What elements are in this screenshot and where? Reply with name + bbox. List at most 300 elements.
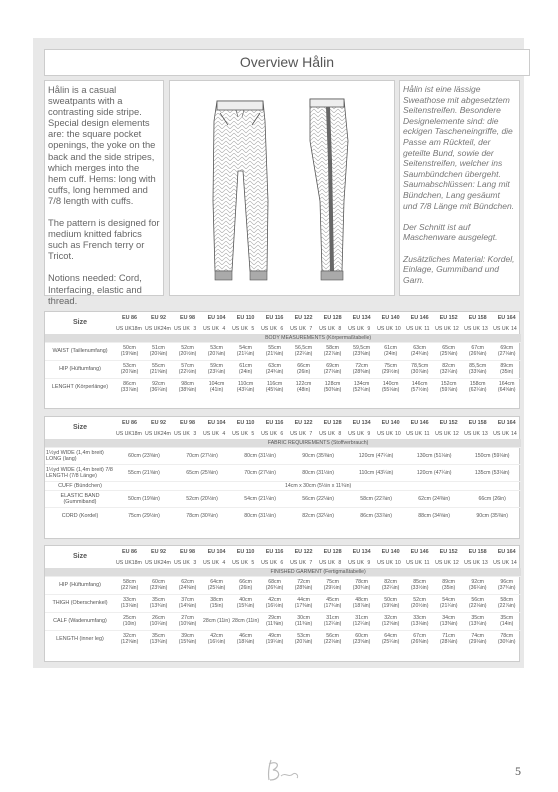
us-size: 24m: [160, 430, 171, 437]
us-uk-label: US UK: [232, 325, 248, 332]
row-label: THIGH (Oberschenkel): [45, 594, 115, 612]
us-size: 18m: [131, 325, 142, 332]
us-size: 5: [251, 559, 255, 566]
us-uk-label: US UK: [261, 559, 277, 566]
measurement-cell: 80cm (31½in): [231, 507, 289, 524]
us-size: 24m: [160, 559, 171, 566]
german-paragraph: Zusätzliches Material: Kordel, Einlage, Gummiband und Garn.: [403, 253, 515, 285]
measurement-cell: 58cm (22⅞in): [115, 576, 144, 594]
us-uk-label: US UK: [203, 430, 219, 437]
us-uk-label: US UK: [348, 325, 364, 332]
row-label: HIP (Hüftumfang): [45, 360, 115, 378]
measurement-cell: 122cm (48in): [289, 378, 318, 396]
eu-size: EU 116: [265, 314, 284, 321]
us-size: 9: [367, 430, 371, 437]
measurement-cell: 54cm (21¼in): [434, 594, 463, 612]
measurement-cell: 128cm (50⅜in): [318, 378, 347, 396]
eu-size: EU 98: [180, 548, 196, 555]
measurement-cell: 74cm (29⅛in): [463, 630, 492, 648]
section-title: FINISHED GARMENT (Fertigmaßtabelle): [115, 568, 521, 576]
measurement-cell: 69cm (27⅛in): [492, 342, 521, 360]
eu-size: EU 92: [151, 419, 167, 426]
measurement-cell: 42cm (16½in): [260, 594, 289, 612]
us-size: 10: [394, 325, 401, 332]
section-spacer: [45, 568, 115, 576]
measurement-cell: 164cm (64⅝in): [492, 378, 521, 396]
measurement-cell: 65cm (25⅝in): [434, 342, 463, 360]
eu-size: EU 98: [180, 419, 196, 426]
measurement-cell: 62cm (24⅜in): [405, 490, 463, 507]
measurement-cell: 70cm (27½in): [173, 447, 231, 464]
eu-size: EU 128: [323, 419, 342, 426]
us-size: 18m: [131, 430, 142, 437]
us-uk-label: US UK: [319, 430, 335, 437]
measurement-cell: 96cm (37¾in): [492, 576, 521, 594]
measurement-cell: 58cm (22⅞in): [492, 594, 521, 612]
eu-size: EU 110: [236, 314, 255, 321]
row-label: [45, 447, 115, 464]
fabric-requirements-table: [44, 416, 520, 539]
us-size: 12: [453, 559, 459, 566]
measurement-cell: 78cm (30¾in): [492, 630, 521, 648]
english-paragraph: Hålin is a casual sweatpants with a contrasting side stripe. Special design elements are: the square pocket openings, the yoke on the back and the side stripes, which merges into the hem cuff. Hems: long with cuffs, long hemmed and 7/8 length with cuffs.: [48, 84, 156, 206]
measurement-cell: 110cm (43¼in): [347, 464, 405, 481]
measurement-cell: 80cm (31½in): [231, 447, 289, 464]
eu-size: EU 152: [439, 548, 458, 555]
measurement-cell: 51cm (20⅛in): [144, 342, 173, 360]
measurement-cell: 82cm (32¼in): [376, 576, 405, 594]
measurement-cell: 44cm (17⅜in): [289, 594, 318, 612]
measurement-cell: 38cm (15in): [202, 594, 231, 612]
measurement-cell: 14cm x 30cm (5½in x 11¾in): [115, 481, 521, 490]
row-label: [45, 481, 115, 490]
eu-size: EU 104: [207, 419, 226, 426]
measurement-cell: 58cm (22⅞in): [347, 490, 405, 507]
body-measurements-table: [44, 311, 520, 409]
measurement-cell: 37cm (14⅝in): [173, 594, 202, 612]
measurement-cell: 146cm (57½in): [405, 378, 434, 396]
eu-size: EU 98: [180, 314, 196, 321]
us-uk-label: US UK: [261, 430, 277, 437]
row-label: LENGHT (Körperlänge): [45, 378, 115, 396]
german-description: [399, 80, 520, 296]
section-title: BODY MEASUREMENTS (Körpermaßtabelle): [115, 334, 521, 342]
measurement-cell: 63cm (24¾in): [260, 360, 289, 378]
table-row: [45, 507, 521, 524]
measurement-cell: 86cm (33⅞in): [347, 507, 405, 524]
table-row: [45, 378, 521, 396]
eu-size: EU 122: [294, 419, 313, 426]
us-size: 11: [424, 430, 430, 437]
measurement-cell: 50cm (19⅝in): [115, 342, 144, 360]
eu-size: EU 116: [265, 419, 284, 426]
eu-size: EU 92: [151, 314, 167, 321]
us-size: 3: [193, 559, 197, 566]
us-uk-label: US UK: [435, 325, 451, 332]
eu-size: EU 140: [381, 314, 400, 321]
us-uk-label: US UK: [203, 325, 219, 332]
measurement-cell: 26cm (10¼in): [144, 612, 173, 630]
eu-size: EU 122: [294, 314, 313, 321]
us-uk-label: US UK: [464, 430, 481, 437]
measurement-cell: 49cm (19¼in): [260, 630, 289, 648]
measurement-cell: 80cm (31½in): [289, 464, 347, 481]
section-spacer: [45, 439, 115, 447]
us-size: 18m: [131, 559, 142, 566]
measurement-cell: 130cm (51⅛in): [405, 447, 463, 464]
eu-size: EU 164: [497, 548, 516, 555]
measurement-cell: 140cm (55⅛in): [376, 378, 405, 396]
measurement-cell: 46cm (18⅛in): [231, 630, 260, 648]
measurement-cell: 92cm (36¼in): [463, 576, 492, 594]
table-row: [45, 360, 521, 378]
us-size: 12: [453, 430, 459, 437]
measurement-cell: 63cm (24¾in): [405, 342, 434, 360]
measurement-cell: 55cm (21⅝in): [115, 464, 173, 481]
measurement-cell: 135cm (53⅛in): [463, 464, 521, 481]
us-uk-label: US UK: [435, 559, 451, 566]
eu-size: EU 116: [265, 548, 284, 555]
us-size: 8: [338, 559, 342, 566]
measurement-cell: 56cm (22⅛in): [289, 490, 347, 507]
us-size: 7: [309, 430, 313, 437]
measurement-cell: 56cm (22⅛in): [318, 630, 347, 648]
page-number: 5: [515, 764, 521, 778]
side-view: [310, 99, 348, 280]
measurement-cell: 59,5cm (23⅜in): [347, 342, 376, 360]
us-uk-label: US UK: [493, 325, 510, 332]
measurement-cell: 54cm (21¼in): [231, 490, 289, 507]
eu-size: EU 110: [236, 419, 255, 426]
us-size: 14: [511, 325, 517, 332]
section-spacer: [45, 334, 115, 342]
row-label-text: CORD (Kordel): [61, 512, 99, 519]
eu-size: EU 92: [151, 548, 167, 555]
eu-size: EU 158: [468, 314, 487, 321]
measurement-cell: 152cm (59⅞in): [434, 378, 463, 396]
measurement-cell: 66cm (26in): [463, 490, 521, 507]
us-uk-label: US UK: [377, 559, 393, 566]
size-header: Size: [72, 553, 87, 560]
us-uk-label: US UK: [203, 559, 219, 566]
measurement-cell: 75cm (29½in): [376, 360, 405, 378]
us-uk-label: US UK: [435, 430, 451, 437]
eu-size: EU 164: [497, 314, 516, 321]
measurement-cell: 90cm (35⅜in): [289, 447, 347, 464]
measurement-cell: 29cm (11⅜in): [260, 612, 289, 630]
eu-size: EU 134: [352, 314, 371, 321]
measurement-cell: 45cm (17¾in): [318, 594, 347, 612]
eu-size: EU 146: [410, 419, 429, 426]
front-view: [213, 101, 268, 280]
measurement-cell: 92cm (36¼in): [144, 378, 173, 396]
eu-size: EU 146: [410, 314, 429, 321]
measurement-cell: 50cm (19⅝in): [376, 594, 405, 612]
measurement-cell: 75cm (29½in): [115, 507, 173, 524]
eu-size: EU 134: [352, 419, 371, 426]
us-uk-label: US UK: [232, 430, 248, 437]
us-uk-label: US UK: [174, 430, 190, 437]
eu-size: EU 158: [468, 548, 487, 555]
table-row: [45, 612, 521, 630]
us-uk-label: US UK: [464, 559, 481, 566]
us-uk-label: US UK: [319, 559, 335, 566]
size-header: Size: [72, 319, 87, 326]
measurement-cell: 72cm (28⅜in): [347, 360, 376, 378]
table-row: [45, 342, 521, 360]
measurement-cell: 53cm (20⅞in): [289, 630, 318, 648]
us-size: 4: [222, 559, 226, 566]
table-row: [45, 576, 521, 594]
us-size: 13: [482, 430, 488, 437]
measurement-cell: 52cm (20½in): [173, 342, 202, 360]
measurement-cell: 85cm (33½in): [405, 576, 434, 594]
eu-size: EU 128: [323, 314, 342, 321]
row-label: CALF (Wadenumfang): [45, 612, 115, 630]
measurement-cell: 27cm (10⅝in): [173, 612, 202, 630]
row-label: LENGTH (inner leg): [45, 630, 115, 648]
us-uk-label: US UK: [174, 559, 190, 566]
eu-size: EU 152: [439, 314, 458, 321]
measurement-cell: 150cm (59⅛in): [463, 447, 521, 464]
english-description: [44, 80, 164, 306]
measurement-cell: 40cm (15¾in): [231, 594, 260, 612]
measurement-cell: 68cm (26¾in): [260, 576, 289, 594]
measurement-cell: 71cm (28⅛in): [434, 630, 463, 648]
us-size: 12: [453, 325, 459, 332]
measurement-cell: 67cm (26⅜in): [463, 342, 492, 360]
eu-size: EU 86: [122, 548, 137, 555]
measurement-cell: 82cm (32¼in): [434, 360, 463, 378]
measurement-cell: 98cm (38⅝in): [173, 378, 202, 396]
measurement-cell: 104cm (41in): [202, 378, 231, 396]
us-size: 5: [251, 430, 255, 437]
us-uk-label: US UK: [290, 430, 306, 437]
measurement-cell: 88cm (34⅝in): [405, 507, 463, 524]
eu-size: EU 140: [381, 548, 400, 555]
measurement-cell: 82cm (32¼in): [289, 507, 347, 524]
row-label-text: ELASTIC BAND (Gummiband): [60, 492, 100, 505]
measurement-cell: 53cm (20⅞in): [115, 360, 144, 378]
eu-size: EU 164: [497, 419, 516, 426]
measurement-cell: 48cm (18⅞in): [347, 594, 376, 612]
measurement-cell: 56cm (22⅛in): [463, 594, 492, 612]
us-uk-label: US UK: [261, 325, 277, 332]
measurement-cell: 134cm (52¾in): [347, 378, 376, 396]
row-sublabel: 7/8 LENGTH (7/8 Länge): [46, 466, 113, 479]
measurement-cell: 35cm (13¾in): [463, 612, 492, 630]
measurement-cell: 58cm (22⅞in): [318, 342, 347, 360]
us-uk-label: US UK: [290, 325, 306, 332]
measurement-cell: 39cm (15⅜in): [173, 630, 202, 648]
us-uk-label: US UK: [116, 430, 132, 437]
row-label-text: 1½yd WIDE (1,4m breit): [46, 449, 104, 456]
table-row: [45, 481, 521, 490]
page-title: Overview Hålin: [44, 49, 530, 76]
measurement-cell: 28cm (11in): [231, 612, 260, 630]
measurement-cell: 60cm (23⅝in): [347, 630, 376, 648]
measurement-cell: 120cm (47¼in): [405, 464, 463, 481]
measurement-cell: 60cm (23⅝in): [144, 576, 173, 594]
us-uk-label: US UK: [348, 559, 364, 566]
measurement-cell: 70cm (27½in): [231, 464, 289, 481]
us-size: 5: [251, 325, 255, 332]
us-size: 6: [280, 325, 284, 332]
us-size: 13: [482, 559, 488, 566]
measurement-cell: 55cm (21⅝in): [260, 342, 289, 360]
measurement-cell: 60cm (23⅝in): [115, 447, 173, 464]
measurement-cell: 158cm (62¼in): [463, 378, 492, 396]
measurement-cell: 69cm (27⅛in): [318, 360, 347, 378]
us-uk-label: US UK: [319, 325, 335, 332]
eu-size: EU 104: [207, 314, 226, 321]
table-row: [45, 594, 521, 612]
measurement-cell: 57cm (22½in): [173, 360, 202, 378]
measurement-cell: 78,5cm (30⅞in): [405, 360, 434, 378]
technical-drawing: [169, 80, 395, 296]
measurement-cell: 32cm (12⅝in): [376, 612, 405, 630]
us-size: 14: [511, 430, 517, 437]
row-label: [45, 507, 115, 524]
row-label-text: 1½yd WIDE (1,4m breit): [46, 466, 104, 473]
eu-size: EU 122: [294, 548, 313, 555]
measurement-cell: 62cm (24⅜in): [173, 576, 202, 594]
us-size: 13: [482, 325, 488, 332]
row-label: [45, 490, 115, 507]
eu-size: EU 128: [323, 548, 342, 555]
us-uk-label: US UK: [348, 430, 364, 437]
measurement-cell: 75cm (29½in): [318, 576, 347, 594]
us-uk-label: US UK: [145, 325, 161, 332]
measurement-cell: 85,5cm (33⅝in): [463, 360, 492, 378]
brand-logo: [263, 756, 303, 784]
measurement-cell: 86cm (33⅞in): [115, 378, 144, 396]
eu-size: EU 146: [410, 548, 429, 555]
us-size: 4: [222, 430, 226, 437]
table-row: [45, 490, 521, 507]
section-title: FABRIC REQUIREMENTS (Stoffverbrauch): [115, 439, 521, 447]
us-size: 10: [394, 430, 401, 437]
measurement-cell: 56,5cm (22¼in): [289, 342, 318, 360]
german-paragraph: Der Schnitt ist auf Maschenware ausgelegt.: [403, 221, 498, 243]
measurement-cell: 66cm (26in): [231, 576, 260, 594]
measurement-cell: 72cm (28⅜in): [289, 576, 318, 594]
measurement-cell: 89cm (35in): [434, 576, 463, 594]
us-uk-label: US UK: [493, 430, 510, 437]
us-uk-label: US UK: [377, 430, 393, 437]
row-label: WAIST (Taillenumfang): [45, 342, 115, 360]
measurement-cell: 54cm (21¼in): [231, 342, 260, 360]
measurement-cell: 67cm (26⅜in): [405, 630, 434, 648]
measurement-cell: 78cm (30¾in): [347, 576, 376, 594]
measurement-cell: 64cm (25¼in): [376, 630, 405, 648]
german-paragraph: Saumabschlüssen: Lang mit Bündchen, Lang gesäumt und 7/8 Länge mit Bündchen.: [403, 179, 515, 211]
us-uk-label: US UK: [116, 559, 132, 566]
us-size: 7: [309, 325, 313, 332]
us-size: 8: [338, 325, 342, 332]
measurement-cell: 53cm (20⅞in): [202, 342, 231, 360]
us-uk-label: US UK: [493, 559, 510, 566]
eu-size: EU 86: [122, 419, 137, 426]
us-size: 14: [511, 559, 517, 566]
measurement-cell: 110cm (43¼in): [231, 378, 260, 396]
english-paragraph: Notions needed: Cord, Interfacing, elastic and thread.: [48, 272, 142, 306]
measurement-cell: 66cm (26in): [289, 360, 318, 378]
us-size: 6: [280, 430, 284, 437]
us-size: 3: [193, 430, 197, 437]
row-label-text: CUFF (Bündchen): [58, 482, 102, 489]
eu-size: EU 86: [122, 314, 137, 321]
us-size: 9: [367, 559, 371, 566]
measurement-cell: 31cm (12¼in): [347, 612, 376, 630]
us-uk-label: US UK: [145, 430, 161, 437]
measurement-cell: 35cm (13¾in): [144, 630, 173, 648]
us-size: 9: [367, 325, 371, 332]
eu-size: EU 158: [468, 419, 487, 426]
row-label: [45, 464, 115, 481]
measurement-cell: 64cm (25⅛in): [202, 576, 231, 594]
measurement-cell: 52cm (20½in): [173, 490, 231, 507]
us-size: 24m: [160, 325, 171, 332]
measurement-cell: 89cm (35in): [492, 360, 521, 378]
us-size: 4: [222, 325, 226, 332]
measurement-cell: 61cm (24in): [376, 342, 405, 360]
measurement-cell: 30cm (11¾in): [289, 612, 318, 630]
measurement-cell: 33cm (13⅛in): [405, 612, 434, 630]
us-size: 8: [338, 430, 342, 437]
eu-size: EU 134: [352, 548, 371, 555]
table-row: [45, 464, 521, 481]
pants-illustration: [170, 81, 396, 297]
row-label: HIP (Hüftumfang): [45, 576, 115, 594]
us-size: 10: [394, 559, 401, 566]
eu-size: EU 152: [439, 419, 458, 426]
us-uk-label: US UK: [406, 559, 422, 566]
us-uk-label: US UK: [377, 325, 393, 332]
us-uk-label: US UK: [145, 559, 161, 566]
measurement-cell: 65cm (25⅝in): [173, 464, 231, 481]
row-sublabel: LONG (lang): [46, 455, 77, 462]
measurement-cell: 35cm (13¾in): [144, 594, 173, 612]
measurement-cell: 33cm (13⅛in): [115, 594, 144, 612]
measurement-cell: 78cm (30¾in): [173, 507, 231, 524]
table-row: [45, 630, 521, 648]
us-size: 11: [424, 325, 430, 332]
measurement-cell: 59cm (23¼in): [202, 360, 231, 378]
us-uk-label: US UK: [290, 559, 306, 566]
us-size: 7: [309, 559, 313, 566]
us-uk-label: US UK: [464, 325, 481, 332]
us-uk-label: US UK: [406, 430, 422, 437]
finished-garment-table: [44, 545, 520, 662]
german-paragraph: Hålin ist eine lässige Sweathose mit abgesetztem Seitenstreifen. Besondere Designelemente sind: die eckigen Tascheneingriffe, die Passe am Rückteil, der geteilte Bund, sowie der Seitenstreifen, welcher ins Saumbündchen übergeht.: [403, 84, 513, 179]
measurement-cell: 55cm (21⅝in): [144, 360, 173, 378]
us-uk-label: US UK: [174, 325, 190, 332]
us-uk-label: US UK: [116, 325, 132, 332]
us-uk-label: US UK: [406, 325, 422, 332]
measurement-cell: 32cm (12⅝in): [115, 630, 144, 648]
measurement-cell: 120cm (47¼in): [347, 447, 405, 464]
us-size: 6: [280, 559, 284, 566]
eu-size: EU 110: [236, 548, 255, 555]
measurement-cell: 61cm (24in): [231, 360, 260, 378]
eu-size: EU 104: [207, 548, 226, 555]
english-paragraph: The pattern is designed for medium knitted fabrics such as French terry or Tricot.: [48, 217, 160, 262]
measurement-cell: 28cm (11in): [202, 612, 231, 630]
measurement-cell: 116cm (45⅝in): [260, 378, 289, 396]
eu-size: EU 140: [381, 419, 400, 426]
table-row: [45, 447, 521, 464]
